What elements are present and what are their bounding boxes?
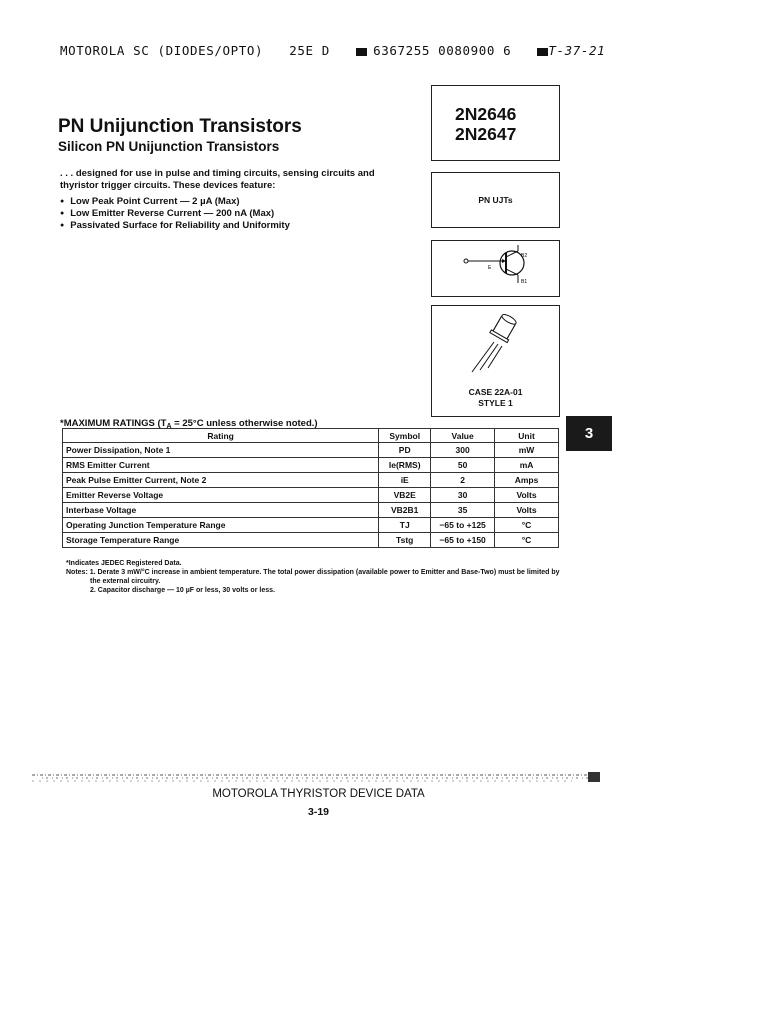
symbol-cell: TJ <box>379 518 431 533</box>
device-type-label: PN UJTs <box>478 195 513 205</box>
device-type-box <box>431 172 560 228</box>
column-header: Symbol <box>379 429 431 443</box>
rating-cell: RMS Emitter Current <box>63 458 379 473</box>
ujt-symbol-icon <box>432 241 559 296</box>
table-row <box>63 518 559 533</box>
symbol-cell: VB2E <box>379 488 431 503</box>
value-cell: 30 <box>431 488 495 503</box>
unit-cell: Volts <box>495 488 559 503</box>
symbol-label-b1: B1 <box>521 279 528 285</box>
unit-cell: °C <box>495 533 559 548</box>
document-header <box>60 43 623 58</box>
rating-cell: Operating Junction Temperature Range <box>63 518 379 533</box>
table-row <box>63 473 559 488</box>
table-row <box>63 488 559 503</box>
value-cell: 35 <box>431 503 495 518</box>
feature-item: ● Passivated Surface for Reliability and Uniformity <box>60 220 290 232</box>
header-handwritten: T-37-21 <box>548 43 606 58</box>
header-code: 25E D <box>289 43 330 58</box>
rating-cell: Power Dissipation, Note 1 <box>63 443 379 458</box>
feature-item: ● Low Emitter Reverse Current — 200 nA (Max) <box>60 208 290 220</box>
column-header: Rating <box>63 429 379 443</box>
rating-cell: Storage Temperature Range <box>63 533 379 548</box>
case-drawing-box <box>431 305 560 417</box>
ratings-title-prefix: *MAXIMUM RATINGS (T <box>60 418 167 429</box>
black-marker-icon <box>356 48 367 56</box>
column-header: Value <box>431 429 495 443</box>
style-label: STYLE 1 <box>478 398 513 408</box>
symbol-label-b2: B2 <box>521 253 528 259</box>
part-number-box <box>431 85 560 161</box>
note-line: *Indicates JEDEC Registered Data. <box>66 560 182 567</box>
header-company: MOTOROLA SC (DIODES/OPTO) <box>60 43 264 58</box>
unit-cell: Volts <box>495 503 559 518</box>
column-header: Unit <box>495 429 559 443</box>
value-cell: 50 <box>431 458 495 473</box>
symbol-cell: iE <box>379 473 431 488</box>
part-number: 2N2646 <box>455 104 517 124</box>
unit-cell: Amps <box>495 473 559 488</box>
value-cell: 300 <box>431 443 495 458</box>
rating-cell: Interbase Voltage <box>63 503 379 518</box>
symbol-label-e: E <box>488 265 492 271</box>
value-cell: −65 to +125 <box>431 518 495 533</box>
note-line: 2. Capacitor discharge — 10 µF or less, 30 volts or less. <box>90 587 275 594</box>
table-row <box>63 443 559 458</box>
note-line: Notes: 1. Derate 3 mW/°C increase in ambient temperature. The total power dissipation (available power to Emitter and Base-Two) must be limited by <box>66 569 560 576</box>
note-line: the external circuitry. <box>90 578 161 585</box>
ratings-title-suffix: = 25°C unless otherwise noted.) <box>171 418 318 429</box>
ratings-title-sub: A <box>166 423 172 430</box>
section-tab: 3 <box>566 416 612 451</box>
to18-package-icon <box>432 306 559 381</box>
symbol-cell: Ie(RMS) <box>379 458 431 473</box>
notes <box>66 559 560 595</box>
table-row <box>63 503 559 518</box>
footer-title: MOTOROLA THYRISTOR DEVICE DATA <box>212 788 425 800</box>
unit-cell: mA <box>495 458 559 473</box>
page-title: PN Unijunction Transistors <box>58 116 302 137</box>
table-row <box>63 458 559 473</box>
intro-text: . . . designed for use in pulse and timing circuits, sensing circuits and thyristor trigger circuits. These devices feature: <box>60 168 375 191</box>
feature-item: ● Low Peak Point Current — 2 µA (Max) <box>60 196 290 208</box>
symbol-cell: VB2B1 <box>379 503 431 518</box>
page-number: 3-19 <box>307 806 329 818</box>
header-number: 6367255 0080900 6 <box>373 43 512 58</box>
page-subtitle: Silicon PN Unijunction Transistors <box>58 139 280 154</box>
unit-cell: mW <box>495 443 559 458</box>
scan-noise-strip <box>32 771 600 783</box>
value-cell: 2 <box>431 473 495 488</box>
rating-cell: Peak Pulse Emitter Current, Note 2 <box>63 473 379 488</box>
value-cell: −65 to +150 <box>431 533 495 548</box>
case-label: CASE 22A-01 <box>468 387 523 397</box>
schematic-symbol-box <box>431 240 560 297</box>
part-number: 2N2647 <box>455 124 517 144</box>
ratings-table <box>62 428 559 548</box>
table-row <box>63 533 559 548</box>
symbol-cell: Tstg <box>379 533 431 548</box>
rating-cell: Emitter Reverse Voltage <box>63 488 379 503</box>
unit-cell: °C <box>495 518 559 533</box>
table-header-row <box>63 429 559 443</box>
symbol-cell: PD <box>379 443 431 458</box>
features-list <box>60 196 290 232</box>
black-marker-icon <box>537 48 548 56</box>
